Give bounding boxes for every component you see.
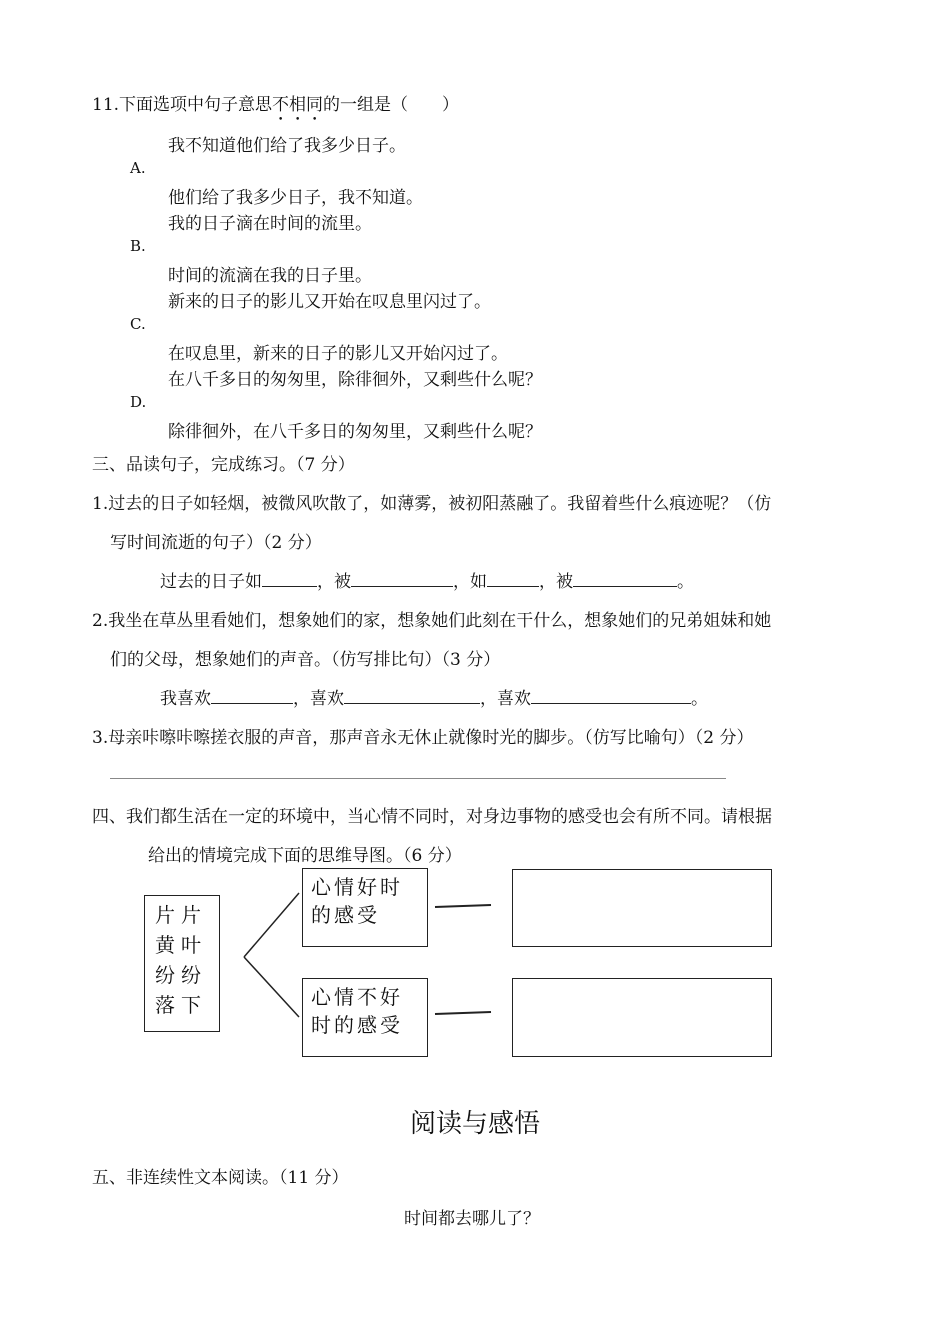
s3-q3-line: 3.母亲咔嚓咔嚓搓衣服的声音，那声音永无休止就像时光的脚步。（仿写比喻句）（2 分） bbox=[92, 728, 754, 748]
mindmap-bad-answer-box[interactable] bbox=[512, 978, 772, 1057]
section5-subtitle: 时间都去哪儿了？ bbox=[404, 1209, 540, 1229]
q11-option-a-letter[interactable]: A. bbox=[130, 159, 146, 177]
s3-q1-fill-e: 。 bbox=[677, 572, 694, 592]
dash-good bbox=[435, 905, 491, 907]
mindmap-good-text: 心情好时的感受 bbox=[311, 875, 403, 927]
q11-option-a-sentence-2: 他们给了我多少日子，我不知道。 bbox=[168, 188, 423, 208]
s3-q2-fill-d: 。 bbox=[691, 689, 708, 709]
mindmap-bad-box bbox=[302, 978, 428, 1057]
q11-option-d-sentence-2: 除徘徊外，在八千多日的匆匆里，又剩些什么呢？ bbox=[168, 422, 542, 442]
q11-option-c-sentence-1: 新来的日子的影儿又开始在叹息里闪过了。 bbox=[168, 292, 491, 312]
s3-q1-fill-a: 过去的日子如 bbox=[160, 572, 262, 592]
s3-q2-line2: 们的父母，想象她们的声音。（仿写排比句）（3 分） bbox=[110, 650, 501, 670]
q11-stem-pre: 11.下面选项中句子意思 bbox=[92, 95, 273, 115]
s3-q2-fill-a: 我喜欢 bbox=[160, 689, 211, 709]
q11-stem-emphasis: 不相同 bbox=[272, 95, 324, 115]
q11-option-d-sentence-1: 在八千多日的匆匆里，除徘徊外，又剩些什么呢？ bbox=[168, 370, 542, 390]
s3-q1-fill-b: ，被 bbox=[317, 572, 351, 592]
q11-option-b-sentence-2: 时间的流滴在我的日子里。 bbox=[168, 266, 372, 286]
section4-line1: 四、我们都生活在一定的环境中，当心情不同时，对身边事物的感受也会有所不同。请根据 bbox=[92, 807, 772, 827]
s3-q1-line1: 1.过去的日子如轻烟，被微风吹散了，如薄雾，被初阳蒸融了。我留着些什么痕迹呢？（仿 bbox=[92, 494, 772, 514]
s3-q2-line1: 2.我坐在草丛里看她们，想象她们的家，想象她们此刻在干什么，想象她们的兄弟姐妹和她 bbox=[92, 611, 772, 631]
mindmap-center-text: 片片黄叶纷纷落下 bbox=[155, 903, 207, 1017]
dash-bad bbox=[435, 1012, 491, 1014]
mindmap-good-box bbox=[302, 868, 428, 947]
section5-title: 五、非连续性文本阅读。（11 分） bbox=[92, 1168, 349, 1188]
q11-stem-post: 的一组是（ ） bbox=[323, 95, 460, 115]
section4-line2: 给出的情境完成下面的思维导图。（6 分） bbox=[148, 846, 462, 866]
q11-option-a-sentence-1: 我不知道他们给了我多少日子。 bbox=[168, 136, 406, 156]
q11-option-b-sentence-1: 我的日子滴在时间的流里。 bbox=[168, 214, 372, 234]
q11-option-c-letter[interactable]: C. bbox=[130, 315, 146, 333]
q11-option-d-letter[interactable]: D. bbox=[130, 393, 147, 411]
section3-title: 三、品读句子，完成练习。（7 分） bbox=[92, 455, 355, 475]
q11-option-b-letter[interactable]: B. bbox=[130, 237, 146, 255]
mindmap-bad-text: 心情不好时的感受 bbox=[311, 985, 403, 1037]
s3-q2-fill-b: ，喜欢 bbox=[293, 689, 344, 709]
s3-q2-fill-c: ，喜欢 bbox=[480, 689, 531, 709]
s3-q1-line2: 写时间流逝的句子）（2 分） bbox=[110, 533, 322, 553]
q11-option-c-sentence-2: 在叹息里，新来的日子的影儿又开始闪过了。 bbox=[168, 344, 508, 364]
reading-heading: 阅读与感悟 bbox=[409, 1109, 540, 1139]
connector-to-bad bbox=[244, 957, 299, 1017]
connector-to-good bbox=[244, 893, 299, 957]
s3-q1-fill-c: ，如 bbox=[453, 572, 487, 592]
mindmap-good-answer-box[interactable] bbox=[512, 869, 772, 947]
s3-q1-fill-d: ，被 bbox=[539, 572, 573, 592]
